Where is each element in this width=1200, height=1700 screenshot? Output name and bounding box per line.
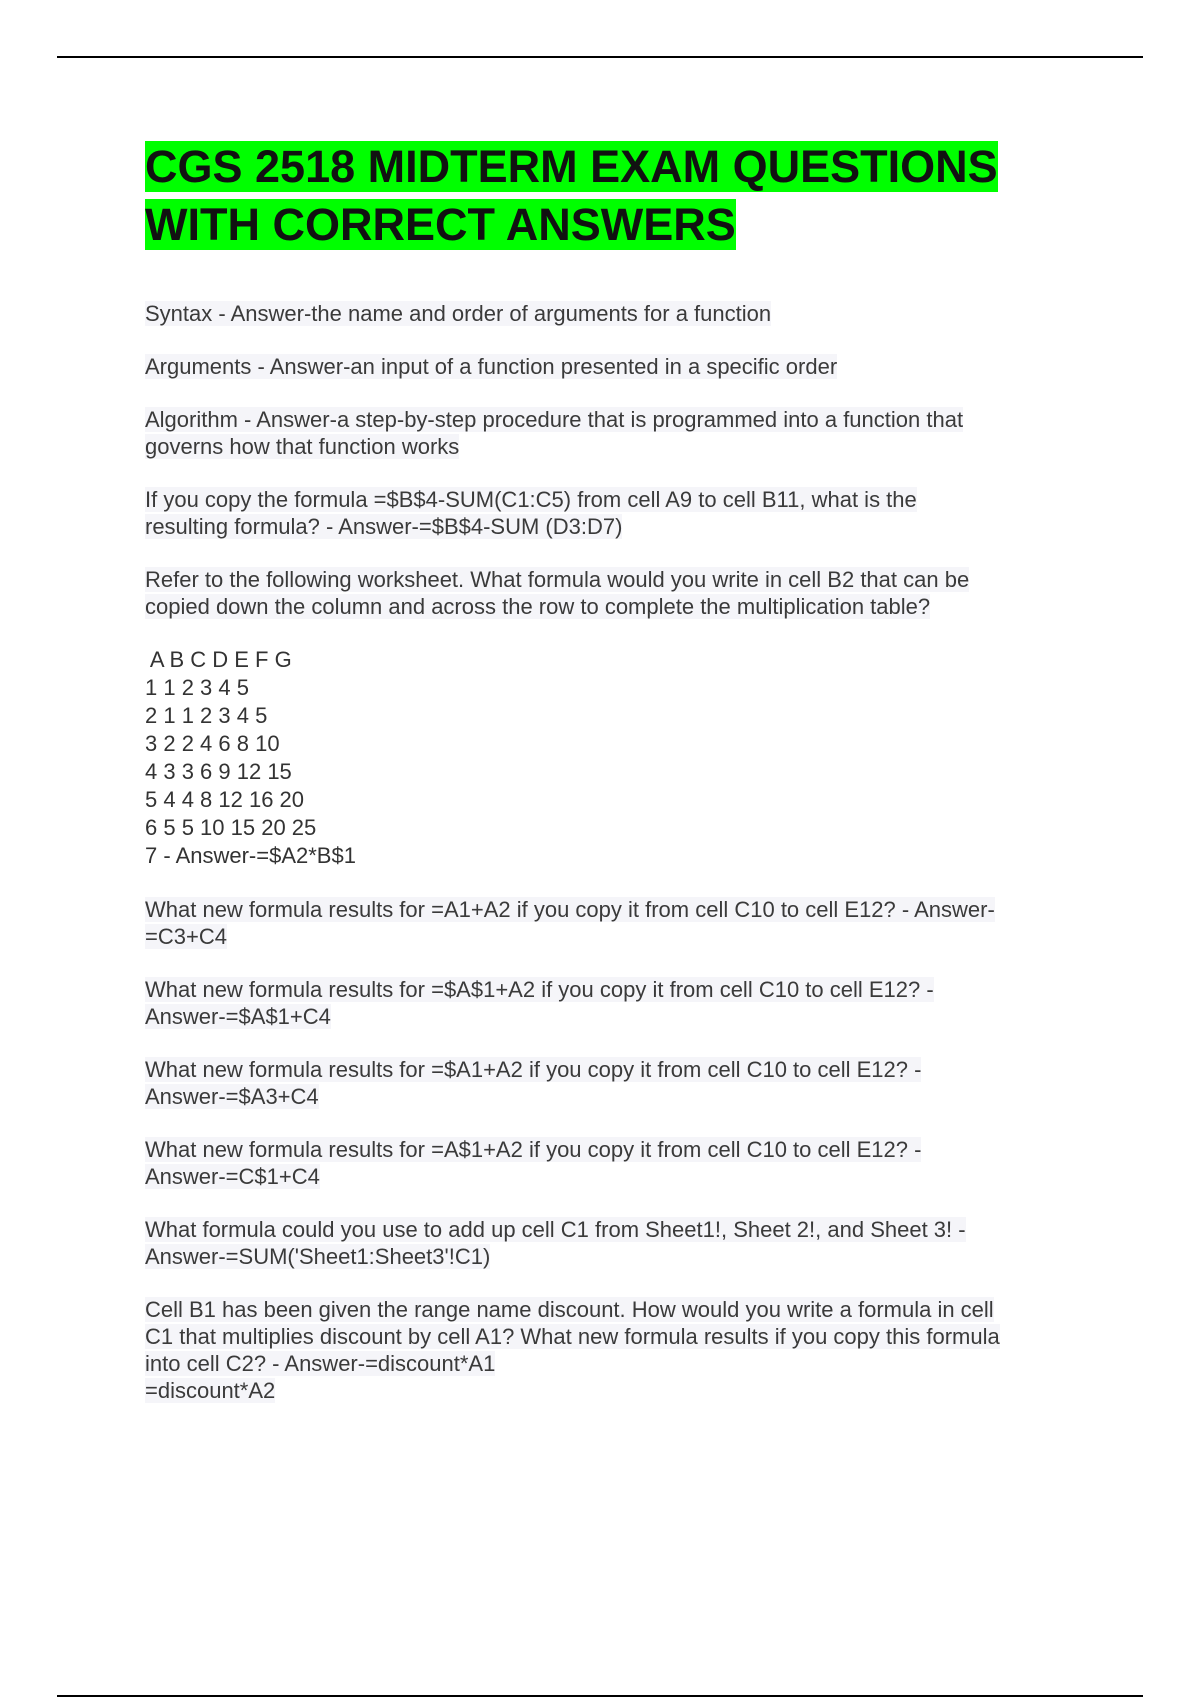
qa-line: What formula could you use to add up cell C1 from Sheet1!, Sheet 2!, and Sheet 3! -: [145, 1217, 966, 1242]
qa-line: If you copy the formula =$B$4-SUM(C1:C5) from cell A9 to cell B11, what is the: [145, 487, 917, 512]
qa-line: What new formula results for =A1+A2 if you copy it from cell C10 to cell E12? - Answer-: [145, 897, 995, 922]
qa-line: What new formula results for =$A1+A2 if you copy it from cell C10 to cell E12? -: [145, 1057, 922, 1082]
worksheet-row: 7 - Answer-=$A2*B$1: [145, 843, 356, 868]
top-rule: [57, 56, 1143, 58]
qa-line: Cell B1 has been given the range name discount. How would you write a formula in cell: [145, 1297, 994, 1322]
qa-line: Arguments - Answer-an input of a function presented in a specific order: [145, 354, 838, 379]
worksheet-row: 5 4 4 8 12 16 20: [145, 787, 305, 812]
worksheet-row: 1 1 2 3 4 5: [145, 675, 249, 700]
bottom-rule: [57, 1695, 1143, 1697]
worksheet-row: 6 5 5 10 15 20 25: [145, 815, 317, 840]
worksheet-row: A B C D E F G: [145, 647, 292, 672]
qa-line: =C3+C4: [145, 924, 227, 949]
document-body: [145, 138, 1095, 1430]
qa-item: [145, 566, 1095, 620]
qa-item: [145, 353, 1095, 380]
worksheet-row: 3 2 2 4 6 8 10: [145, 731, 280, 756]
document-title: [145, 138, 1095, 254]
qa-item: [145, 300, 1095, 327]
qa-line: Syntax - Answer-the name and order of arguments for a function: [145, 301, 772, 326]
qa-line: =discount*A2: [145, 1378, 276, 1403]
qa-item: [145, 1216, 1095, 1270]
qa-line: resulting formula? - Answer-=$B$4-SUM (D3:D7): [145, 514, 623, 539]
qa-line: Answer-=C$1+C4: [145, 1164, 320, 1189]
worksheet-row: 4 3 3 6 9 12 15: [145, 759, 292, 784]
qa-item: [145, 976, 1095, 1030]
worksheet-table: [145, 646, 1095, 870]
qa-line: What new formula results for =$A$1+A2 if you copy it from cell C10 to cell E12? -: [145, 977, 934, 1002]
qa-line: copied down the column and across the row to complete the multiplication table?: [145, 594, 931, 619]
qa-line: Algorithm - Answer-a step-by-step procedure that is programmed into a function that: [145, 407, 964, 432]
qa-item: [145, 1056, 1095, 1110]
qa-line: Refer to the following worksheet. What formula would you write in cell B2 that can be: [145, 567, 970, 592]
qa-item: [145, 406, 1095, 460]
qa-item: [145, 896, 1095, 950]
qa-list-before: [145, 300, 1095, 620]
qa-line: What new formula results for =A$1+A2 if you copy it from cell C10 to cell E12? -: [145, 1137, 922, 1162]
qa-line: C1 that multiplies discount by cell A1? What new formula results if you copy this formula: [145, 1324, 1000, 1349]
qa-line: Answer-=$A$1+C4: [145, 1004, 331, 1029]
title-highlight: CGS 2518 MIDTERM EXAM QUESTIONS WITH CORRECT ANSWERS: [145, 141, 998, 250]
qa-line: governs how that function works: [145, 434, 460, 459]
qa-line: into cell C2? - Answer-=discount*A1: [145, 1351, 496, 1376]
qa-item: [145, 1136, 1095, 1190]
qa-item: [145, 1296, 1095, 1404]
qa-list-after: [145, 896, 1095, 1404]
qa-item: [145, 486, 1095, 540]
qa-line: Answer-=$A3+C4: [145, 1084, 319, 1109]
worksheet-row: 2 1 1 2 3 4 5: [145, 703, 268, 728]
qa-line: Answer-=SUM('Sheet1:Sheet3'!C1): [145, 1244, 491, 1269]
